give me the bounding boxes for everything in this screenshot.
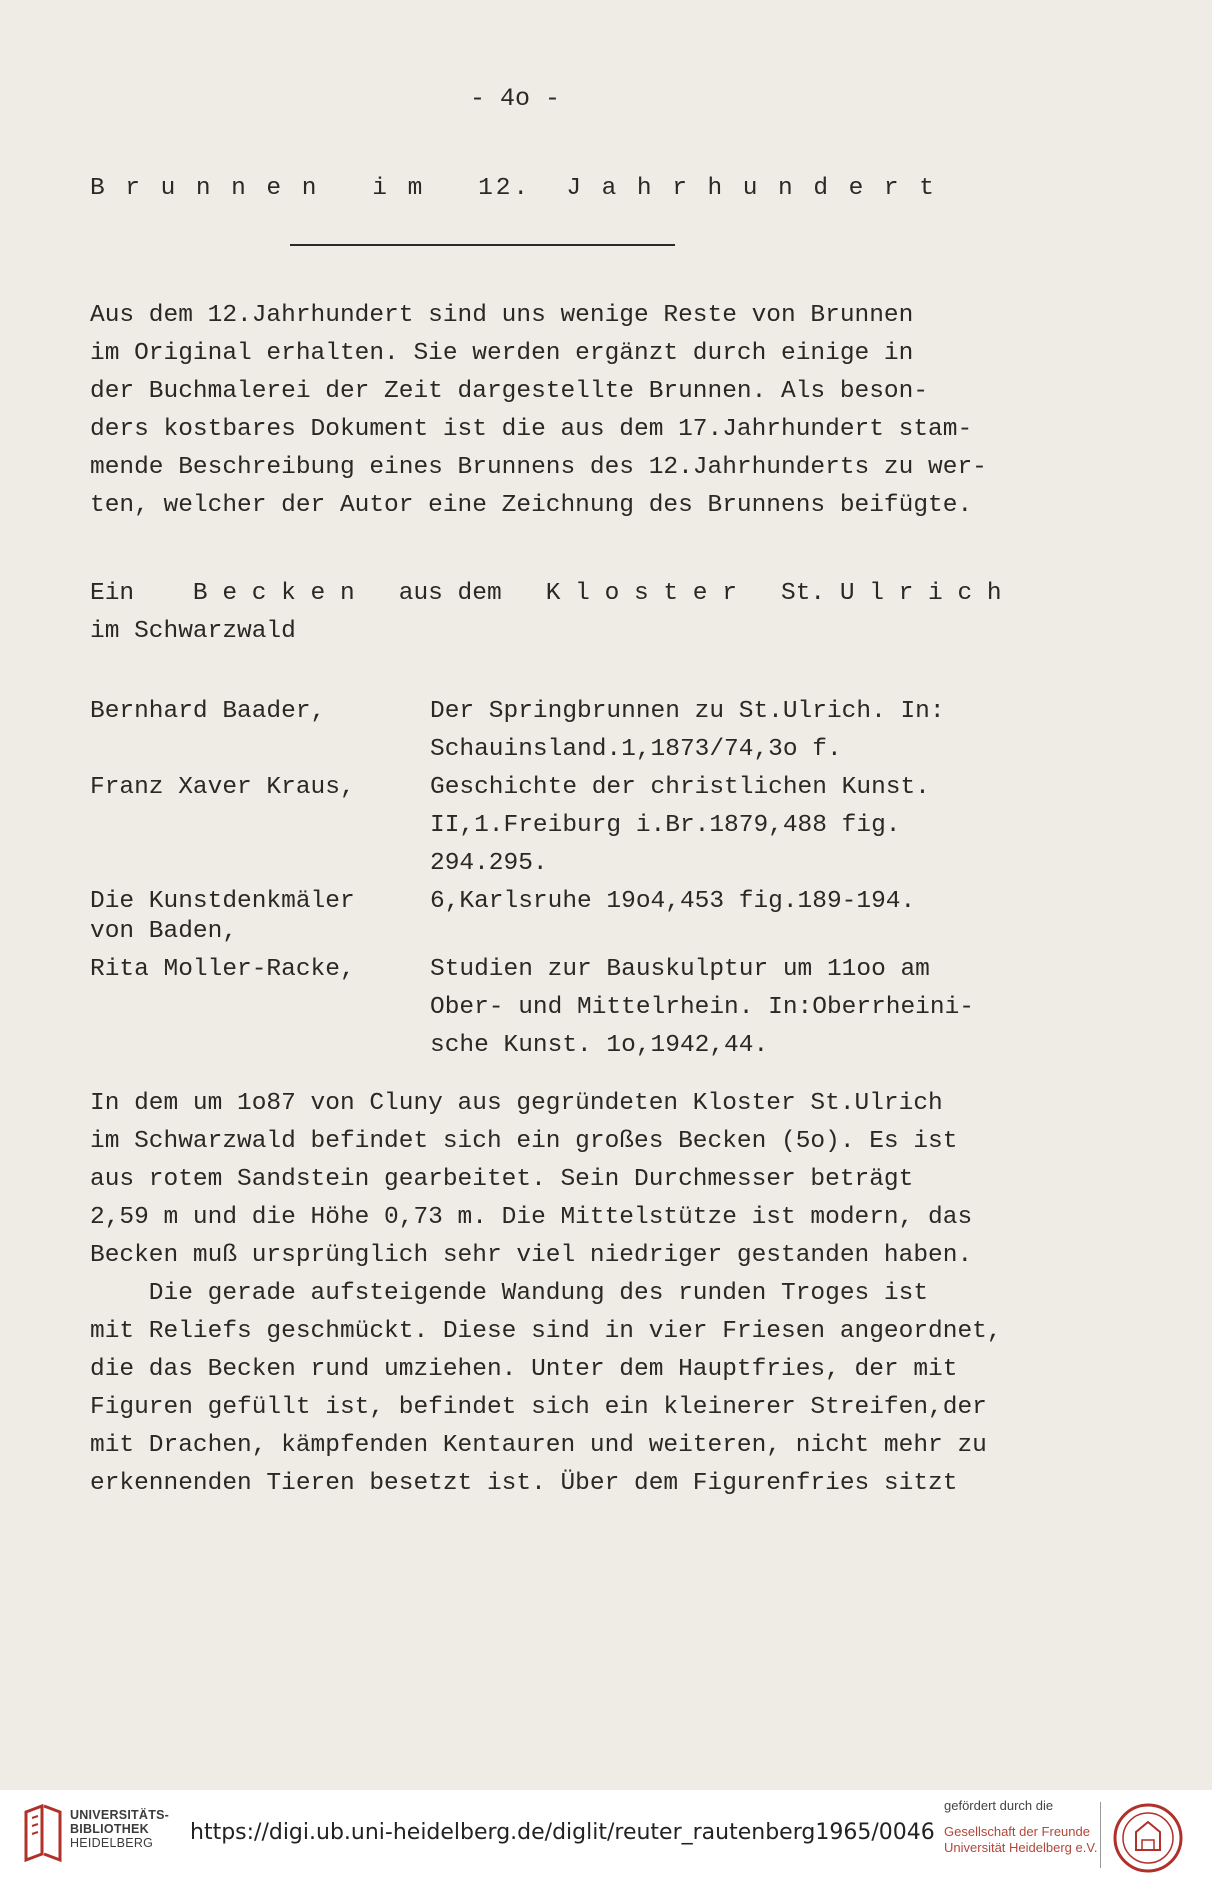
body-paragraph — [90, 1090, 1150, 1508]
bib-author: Bernhard Baader, — [90, 698, 326, 725]
footer-bar — [0, 1790, 1212, 1879]
page-heading: B r u n n e n i m 12. J a h r h u n d e r t — [90, 175, 937, 202]
body-line: die das Becken rund umziehen. Unter dem Hauptfries, der mit — [90, 1356, 958, 1383]
intro-line: im Original erhalten. Sie werden ergänzt durch einige in — [90, 340, 914, 367]
sponsor-label: gefördert durch die — [944, 1798, 1054, 1813]
bib-reference — [430, 887, 915, 925]
section-heading-line: Ein B e c k e n aus dem K l o s t e r St. U l r i c h — [90, 580, 1002, 607]
footer-divider — [1100, 1802, 1101, 1868]
body-line: erkennenden Tieren besetzt ist. Über dem Figurenfries sitzt — [90, 1470, 958, 1497]
library-name-line: BIBLIOTHEK — [70, 1822, 149, 1836]
library-name-line: UNIVERSITÄTS- — [70, 1808, 170, 1822]
library-name — [70, 1808, 169, 1850]
bib-reference — [430, 697, 945, 773]
body-line: im Schwarzwald befindet sich ein großes Becken (5o). Es ist — [90, 1128, 958, 1155]
bib-reference-line: II,1.Freiburg i.Br.1879,488 fig. — [430, 812, 901, 839]
bib-reference-line: 294.295. — [430, 850, 548, 877]
university-library-logo-icon — [22, 1804, 64, 1864]
heading-underline — [290, 244, 675, 246]
intro-line: Aus dem 12.Jahrhundert sind uns wenige Reste von Brunnen — [90, 302, 914, 329]
body-line: 2,59 m und die Höhe 0,73 m. Die Mittelstütze ist modern, das — [90, 1204, 973, 1231]
body-line: Die gerade aufsteigende Wandung des runden Troges ist — [90, 1280, 929, 1307]
bib-author: Die Kunstdenkmäler von Baden, — [90, 888, 355, 945]
intro-line: der Buchmalerei der Zeit dargestellte Brunnen. Als beson- — [90, 378, 929, 405]
body-line: aus rotem Sandstein gearbeitet. Sein Durchmesser beträgt — [90, 1166, 914, 1193]
bib-reference-line: Ober- und Mittelrhein. In:Oberrheini- — [430, 994, 974, 1021]
page-number: - 4o - — [470, 84, 561, 113]
sponsor-name — [944, 1824, 1097, 1856]
sponsor-name-line: Gesellschaft der Freunde — [944, 1824, 1090, 1839]
bib-reference-line: Geschichte der christlichen Kunst. — [430, 774, 930, 801]
library-name-line: HEIDELBERG — [70, 1836, 154, 1850]
bib-reference-line: Studien zur Bauskulptur um 11oo am — [430, 956, 930, 983]
body-line: mit Reliefs geschmückt. Diese sind in vier Friesen angeordnet, — [90, 1318, 1002, 1345]
permalink-url[interactable]: https://digi.ub.uni-heidelberg.de/diglit/reuter_rautenberg1965/0046 — [190, 1820, 935, 1845]
bib-reference — [430, 773, 930, 887]
bib-reference-line: Der Springbrunnen zu St.Ulrich. In: — [430, 698, 945, 725]
intro-line: ten, welcher der Autor eine Zeichnung des Brunnens beifügte. — [90, 492, 973, 519]
body-line: Becken muß ursprünglich sehr viel niedriger gestanden haben. — [90, 1242, 973, 1269]
body-line: mit Drachen, kämpfenden Kentauren und weiteren, nicht mehr zu — [90, 1432, 987, 1459]
bib-author: Rita Moller-Racke, — [90, 956, 355, 983]
bib-author: Franz Xaver Kraus, — [90, 774, 355, 801]
bib-reference-line: 6,Karlsruhe 19o4,453 fig.189-194. — [430, 888, 916, 915]
section-heading — [90, 580, 1002, 656]
body-line: Figuren gefüllt ist, befindet sich ein kleinerer Streifen,der — [90, 1394, 987, 1421]
bib-reference — [430, 955, 974, 1069]
intro-line: ders kostbares Dokument ist die aus dem 17.Jahrhundert stam- — [90, 416, 973, 443]
sponsor-name-line: Universität Heidelberg e.V. — [944, 1840, 1098, 1855]
bib-reference-line: Schauinsland.1,1873/74,3o f. — [430, 736, 842, 763]
body-line: In dem um 1o87 von Cluny aus gegründeten Kloster St.Ulrich — [90, 1090, 943, 1117]
bib-reference-line: sche Kunst. 1o,1942,44. — [430, 1032, 769, 1059]
university-seal-icon — [1112, 1802, 1184, 1874]
section-heading-line: im Schwarzwald — [90, 618, 296, 645]
intro-line: mende Beschreibung eines Brunnens des 12.Jahrhunderts zu wer- — [90, 454, 987, 481]
intro-paragraph — [90, 302, 1150, 530]
